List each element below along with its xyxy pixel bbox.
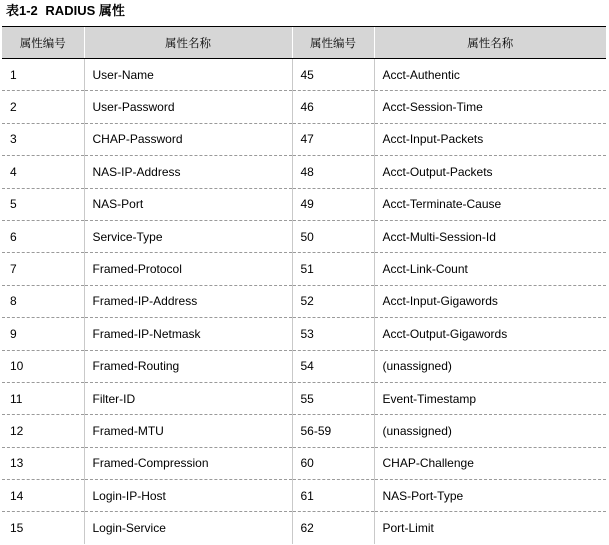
attribute-name-cell: Framed-MTU [84, 415, 292, 447]
attribute-number-cell: 49 [292, 188, 374, 220]
attribute-number-cell: 45 [292, 59, 374, 91]
attribute-number-cell: 5 [2, 188, 84, 220]
attribute-name-cell: Framed-Protocol [84, 253, 292, 285]
attribute-number-cell: 47 [292, 123, 374, 155]
attribute-number-cell: 62 [292, 512, 374, 544]
attribute-name-cell: Acct-Input-Packets [374, 123, 606, 155]
attribute-name-cell: Acct-Multi-Session-Id [374, 220, 606, 252]
table-row [2, 188, 606, 220]
attribute-number-cell: 9 [2, 318, 84, 350]
attribute-number-cell: 13 [2, 447, 84, 479]
attribute-name-cell: User-Name [84, 59, 292, 91]
attribute-name-cell: Acct-Terminate-Cause [374, 188, 606, 220]
attribute-name-cell: CHAP-Password [84, 123, 292, 155]
attribute-name-cell: Login-Service [84, 512, 292, 544]
table-caption [6, 2, 125, 20]
attribute-number-cell: 11 [2, 382, 84, 414]
attribute-number-cell: 15 [10, 521, 24, 536]
attribute-number-cell: 1 [2, 59, 84, 91]
attribute-name-cell: Login-IP-Host [84, 480, 292, 512]
table-body [2, 59, 606, 545]
attribute-name-cell: (unassigned) [374, 350, 606, 382]
attribute-name-cell: Framed-Compression [84, 447, 292, 479]
attribute-number-cell: 54 [292, 350, 374, 382]
radius-attribute-table [2, 26, 606, 544]
attribute-name-cell: NAS-Port [84, 188, 292, 220]
table-row [2, 59, 606, 91]
table-row [2, 253, 606, 285]
attribute-number-cell: 60 [292, 447, 374, 479]
attribute-name-cell: Framed-IP-Address [84, 285, 292, 317]
attribute-name-cell: Acct-Input-Gigawords [374, 285, 606, 317]
attribute-name-cell: (unassigned) [374, 415, 606, 447]
table-row [2, 480, 606, 512]
table-row [2, 156, 606, 188]
attribute-name-cell: User-Password [84, 91, 292, 123]
attribute-name-cell: NAS-Port-Type [374, 480, 606, 512]
attribute-number-cell: 7 [2, 253, 84, 285]
attribute-name-cell: Framed-IP-Netmask [84, 318, 292, 350]
attribute-name-cell: Framed-Routing [84, 350, 292, 382]
attribute-name-cell: Acct-Link-Count [374, 253, 606, 285]
table-header-row [2, 27, 606, 59]
table-row [2, 350, 606, 382]
attribute-number-cell: 46 [292, 91, 374, 123]
attribute-name-cell: Event-Timestamp [374, 382, 606, 414]
attribute-number-cell: 55 [292, 382, 374, 414]
attribute-number-cell: 8 [2, 285, 84, 317]
table-row [2, 220, 606, 252]
attribute-number-cell: 50 [292, 220, 374, 252]
table-caption-number: 表1-2 [6, 3, 38, 18]
attribute-name-cell: Service-Type [84, 220, 292, 252]
attribute-number-cell: 51 [292, 253, 374, 285]
attribute-number-cell: 6 [2, 220, 84, 252]
table-row [2, 91, 606, 123]
table-header [2, 27, 606, 59]
header-attribute-name: 属性名称 [84, 27, 292, 59]
attribute-number-cell: 3 [2, 123, 84, 155]
attribute-name-cell: Acct-Output-Gigawords [374, 318, 606, 350]
attribute-number-cell: 61 [292, 480, 374, 512]
table-row [2, 447, 606, 479]
table-row [2, 285, 606, 317]
attribute-number-cell: 10 [2, 350, 84, 382]
table-row [2, 415, 606, 447]
attribute-number-cell: 52 [292, 285, 374, 317]
attribute-number-cell: 12 [2, 415, 84, 447]
attribute-number-cell: 4 [2, 156, 84, 188]
attribute-name-cell: Acct-Output-Packets [374, 156, 606, 188]
attribute-number-cell: 53 [292, 318, 374, 350]
table-row [2, 123, 606, 155]
attribute-name-cell: Port-Limit [374, 512, 606, 544]
table-row [2, 512, 606, 544]
attribute-name-cell: Filter-ID [84, 382, 292, 414]
attribute-number-cell: 48 [292, 156, 374, 188]
attribute-number-cell: 14 [2, 480, 84, 512]
table-caption-title: RADIUS 属性 [45, 3, 125, 18]
attribute-name-cell: NAS-IP-Address [84, 156, 292, 188]
attribute-number-cell: 56-59 [292, 415, 374, 447]
header-attribute-name: 属性名称 [374, 27, 606, 59]
attribute-name-cell: Acct-Session-Time [374, 91, 606, 123]
header-attribute-number: 属性编号 [2, 27, 84, 59]
attribute-name-cell: CHAP-Challenge [374, 447, 606, 479]
table-row [2, 382, 606, 414]
header-attribute-number: 属性编号 [292, 27, 374, 59]
table-row [2, 318, 606, 350]
attribute-name-cell: Acct-Authentic [374, 59, 606, 91]
attribute-number-cell: 2 [2, 91, 84, 123]
